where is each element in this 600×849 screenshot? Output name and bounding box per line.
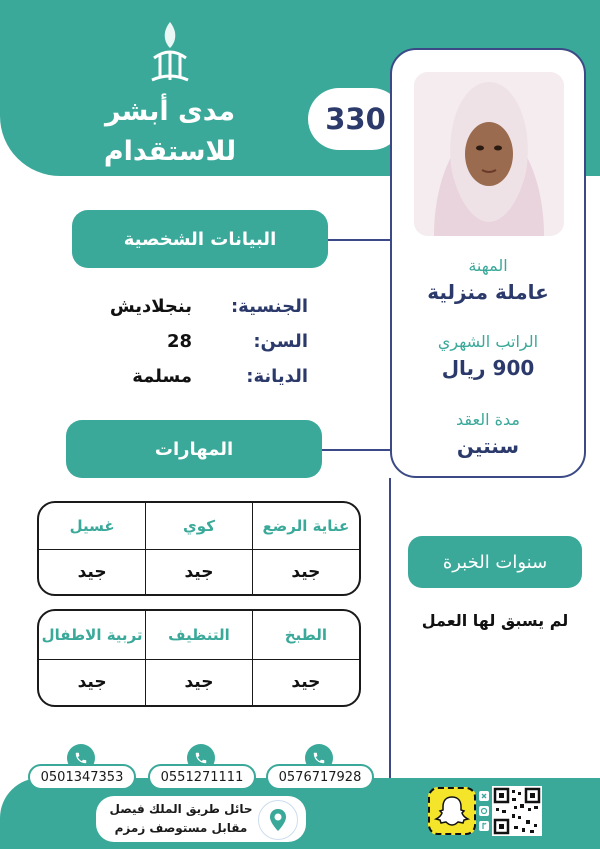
- skill-level: جيد: [252, 549, 359, 594]
- profile-card: [390, 48, 586, 478]
- age-label: السن:: [253, 331, 308, 352]
- skill-name: غسيل: [39, 503, 146, 549]
- skill-level: جيد: [39, 659, 146, 705]
- phone-number[interactable]: 0576717928: [266, 764, 374, 790]
- social-icons: [478, 789, 490, 833]
- address-line: مقابل مستوصف زمزم: [114, 821, 248, 835]
- vertical-divider: [389, 478, 391, 778]
- salary-label: الراتب الشهري: [437, 332, 539, 351]
- phone-number[interactable]: 0551271111: [148, 764, 256, 790]
- skills-heading: المهارات: [66, 420, 322, 478]
- worker-photo: [414, 72, 564, 236]
- connector-line: [322, 449, 390, 451]
- religion-value: مسلمة: [132, 366, 192, 387]
- age-value: 28: [166, 331, 192, 352]
- skill-level: جيد: [39, 549, 146, 594]
- skill-level: جيد: [146, 659, 253, 705]
- profession-value: عاملة منزلية: [427, 280, 549, 304]
- logo-icon: [140, 18, 200, 88]
- skill-name: كوي: [146, 503, 253, 549]
- location-pin-icon: [258, 800, 298, 840]
- address-line: حائل طريق الملك فيصل: [109, 802, 253, 816]
- contract-value: سنتين: [456, 434, 520, 458]
- snapchat-code-icon[interactable]: [428, 787, 476, 835]
- skills-table-1: [37, 501, 361, 596]
- religion-label: الديانة:: [246, 366, 308, 387]
- brand-subtitle: للاستقدام: [103, 136, 237, 167]
- experience-value: لم يسبق لها العمل: [421, 611, 569, 630]
- skill-level: جيد: [146, 549, 253, 594]
- experience-heading: سنوات الخبرة: [408, 536, 582, 588]
- qr-code-icon[interactable]: [492, 786, 542, 836]
- nationality-value: بنجلاديش: [109, 296, 192, 317]
- skill-level: جيد: [252, 659, 359, 705]
- connector-line: [328, 239, 390, 241]
- phone-number[interactable]: 0501347353: [28, 764, 136, 790]
- skills-table-2: [37, 609, 361, 707]
- skill-name: التنظيف: [146, 611, 253, 659]
- skill-name: الطبخ: [252, 611, 359, 659]
- personal-data-heading: البيانات الشخصية: [72, 210, 328, 268]
- contract-label: مدة العقد: [456, 410, 520, 429]
- nationality-label: الجنسية:: [230, 296, 308, 317]
- profession-label: المهنة: [468, 256, 508, 275]
- skill-name: تربية الاطفال: [39, 611, 146, 659]
- skill-name: عناية الرضع: [252, 503, 359, 549]
- worker-id-badge: 330: [308, 88, 403, 150]
- brand-name: مدى أبشر: [104, 96, 236, 127]
- salary-value: 900 ريال: [441, 356, 535, 380]
